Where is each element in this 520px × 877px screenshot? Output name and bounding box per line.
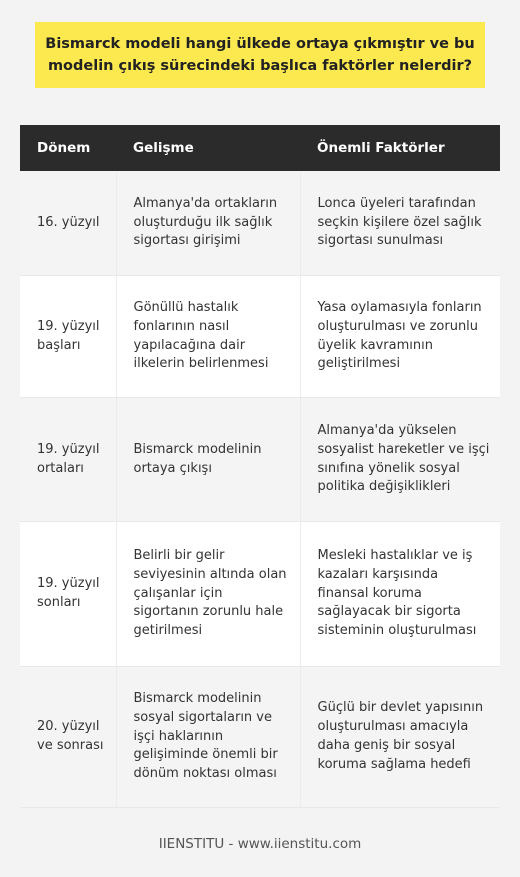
header-donem: Dönem xyxy=(20,125,116,171)
header-gelisme: Gelişme xyxy=(116,125,300,171)
cell-factors: Almanya'da yükselen sosyalist hareketler ve işçi sınıfına yönelik sosyal politika değişiklikleri xyxy=(300,398,500,522)
footer-credit: IIENSTITU - www.iienstitu.com xyxy=(158,836,362,852)
cell-period: 19. yüzyıl ortaları xyxy=(20,398,116,522)
cell-period: 19. yüzyıl başları xyxy=(20,276,116,398)
cell-factors: Mesleki hastalıklar ve iş kazaları karşısında finansal koruma sağlayacak bir sigorta sisteminin oluşturulması xyxy=(300,522,500,667)
info-table xyxy=(20,125,500,808)
page-title: Bismarck modeli hangi ülkede ortaya çıkmıştır ve bu modelin çıkış sürecindeki başlıca faktörler nelerdir? xyxy=(35,22,485,88)
table-row xyxy=(20,276,500,398)
cell-period: 16. yüzyıl xyxy=(20,171,116,276)
cell-period: 19. yüzyıl sonları xyxy=(20,522,116,667)
header-onemli-faktorler: Önemli Faktörler xyxy=(300,125,500,171)
table-row xyxy=(20,171,500,276)
cell-development: Almanya'da ortakların oluşturduğu ilk sağlık sigortası girişimi xyxy=(116,171,300,276)
cell-development: Gönüllü hastalık fonlarının nasıl yapılacağına dair ilkelerin belirlenmesi xyxy=(116,276,300,398)
cell-development: Belirli bir gelir seviyesinin altında olan çalışanlar için sigortanın zorunlu hale getirilmesi xyxy=(116,522,300,667)
table-row xyxy=(20,522,500,667)
cell-development: Bismarck modelinin sosyal sigortaların ve işçi haklarının gelişiminde önemli bir dönüm noktası olması xyxy=(116,667,300,808)
cell-factors: Güçlü bir devlet yapısının oluşturulması amacıyla daha geniş bir sosyal koruma sağlama hedefi xyxy=(300,667,500,808)
cell-factors: Yasa oylamasıyla fonların oluşturulması ve zorunlu üyelik kavramının geliştirilmesi xyxy=(300,276,500,398)
cell-period: 20. yüzyıl ve sonrası xyxy=(20,667,116,808)
cell-factors: Lonca üyeleri tarafından seçkin kişilere özel sağlık sigortası sunulması xyxy=(300,171,500,276)
cell-development: Bismarck modelinin ortaya çıkışı xyxy=(116,398,300,522)
table-row xyxy=(20,667,500,808)
table-row xyxy=(20,398,500,522)
table-header-row xyxy=(20,125,500,171)
